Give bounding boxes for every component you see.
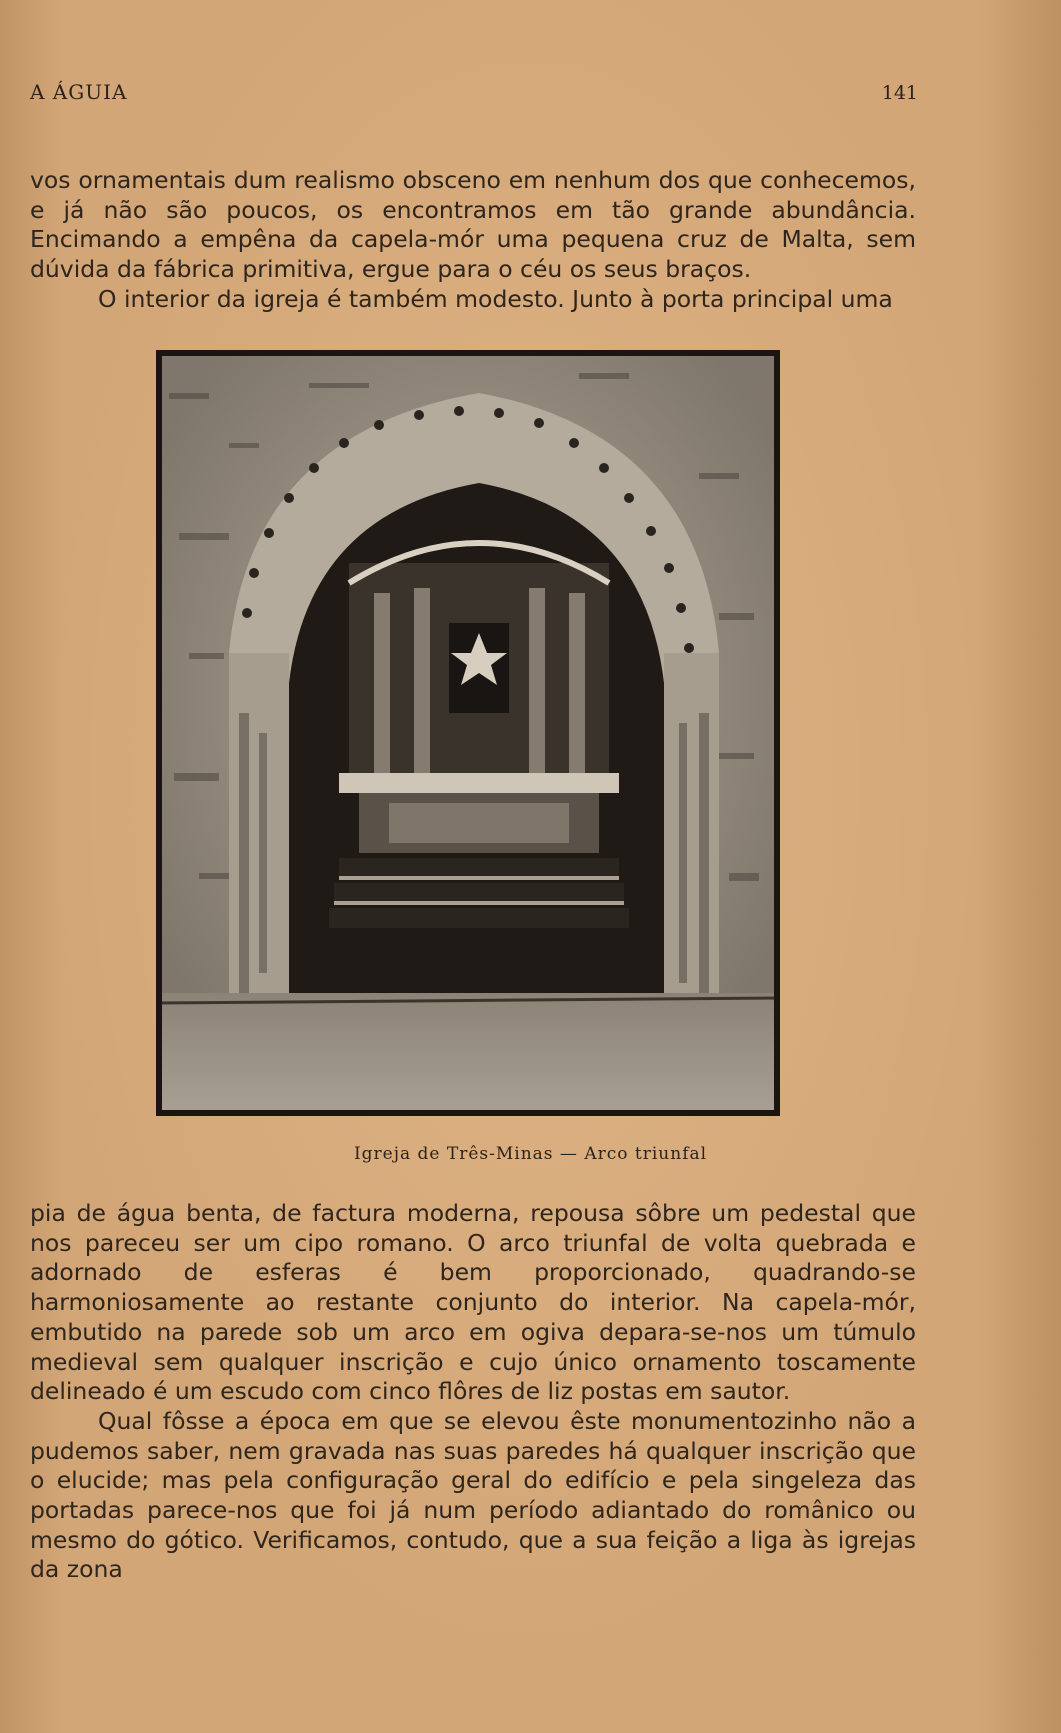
page-header	[30, 80, 918, 110]
figure-caption: Igreja de Três-Minas — Arco triunfal	[353, 1144, 708, 1164]
paragraph: vos ornamentais dum realismo obsceno em nenhum dos que conhecemos, e já não são poucos, os encontramos em tão grande abundância. Encimando a empêna da capela-mór uma pequena cruz de Malta, sem dúvida da fábrica primitiva, ergue para o céu os seus braços.	[30, 166, 916, 284]
page-number: 141	[881, 82, 918, 104]
paragraph: pia de água benta, de factura moderna, repousa sôbre um pedestal que nos pareceu ser um cipo romano. O arco triunfal de volta quebrada e adornado de esferas é bem proporcionado, quadrando-se harmoniosamente ao restante conjunto do interior. Na capela-mór, embutido na parede sob um arco em ogiva depara-se-nos um túmulo medieval sem qualquer inscrição e cujo único ornamento toscamente delineado é um escudo com cinco flôres de liz postas em sautor.	[30, 1199, 916, 1406]
running-head: A ÁGUIA	[30, 80, 128, 104]
paragraph: Qual fôsse a época em que se elevou êste monumentozinho não a pudemos saber, nem gravada nas suas paredes há qualquer inscrição que o elucide; mas pela configuração geral do edifício e pela singeleza das portadas parece-nos que foi já num período adiantado do românico ou mesmo do gótico. Verificamos, contudo, que a sua feição a liga às igrejas da zona	[30, 1406, 916, 1584]
body-text-top	[30, 166, 916, 315]
church-arch-photograph	[156, 350, 780, 1116]
paragraph: O interior da igreja é também modesto. Junto à porta principal uma	[98, 284, 893, 313]
body-text-bottom	[30, 1199, 916, 1585]
